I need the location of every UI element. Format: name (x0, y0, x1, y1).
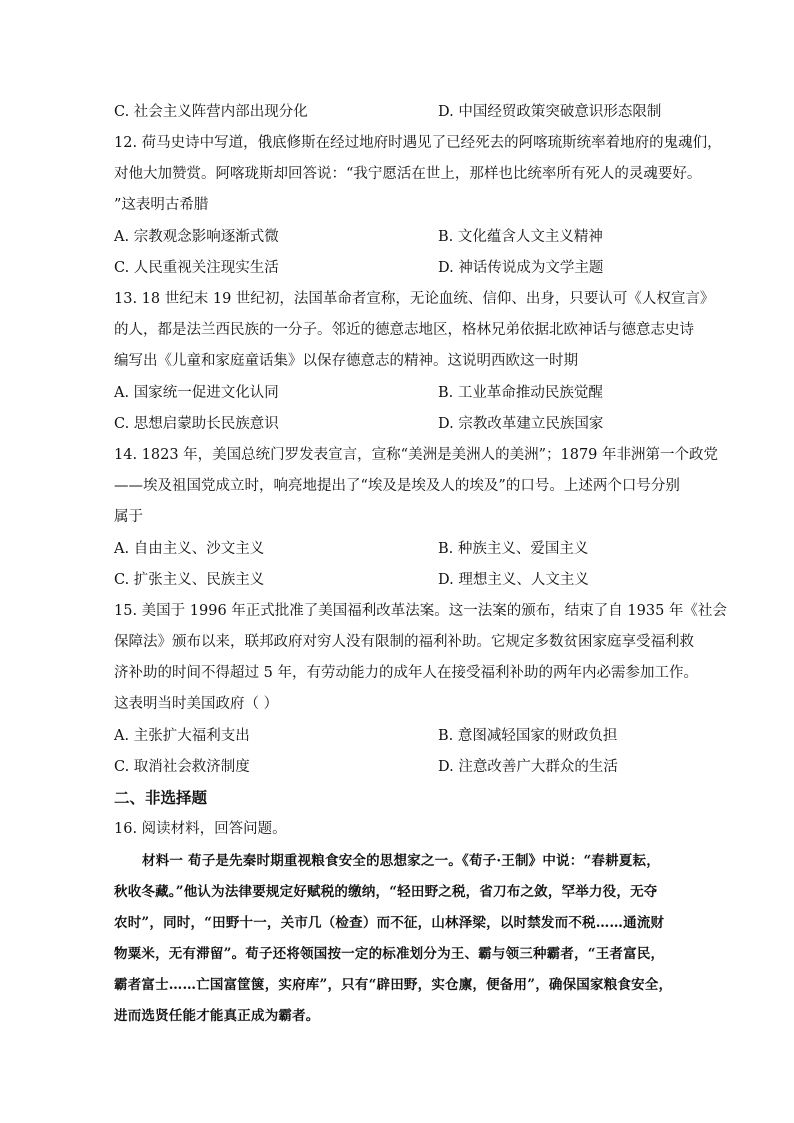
q14-option-c: C. 扩张主义、民族主义 (114, 572, 265, 588)
q12-stem-line-2: 对他大加赞赏。阿喀珑斯却回答说：“我宁愿活在世上，那样也比统率所有死人的灵魂要好。 (114, 166, 702, 182)
q14-stem-line-1: 14. 1823 年，美国总统门罗发表宣言，宣称“美洲是美洲人的美洲”；1879 年非洲第一个政党 (114, 447, 719, 463)
q16-stem: 16. 阅读材料，回答问题。 (114, 821, 287, 837)
q14-option-d: D. 理想主义、人文主义 (438, 572, 589, 588)
q14-stem-line-2: ——埃及祖国党成立时，响亮地提出了“埃及是埃及人的埃及”的口号。上述两个口号分别 (114, 478, 680, 494)
q14-option-a: A. 自由主义、沙文主义 (114, 541, 265, 557)
q14-stem-line-3: 属于 (114, 509, 143, 525)
q16-material-line-2: 秋收冬藏。”他认为法律要规定好赋税的缴纳，“轻田野之税，省刀布之敛，罕举力役，无夺 (114, 884, 658, 900)
q15-stem-line-3: 济补助的时间不得超过 5 年，有劳动能力的成年人在接受福利补助的两年内必需参加工作。 (114, 665, 698, 681)
q15-stem-line-2: 保障法》颁布以来，联邦政府对穷人没有限制的福利补助。它规定多数贫困家庭享受福利救 (114, 634, 694, 650)
q16-material-line-6: 进而选贤任能才能真正成为霸者。 (114, 1008, 320, 1024)
q12-option-d: D. 神话传说成为文学主题 (438, 260, 604, 276)
q13-option-c: C. 思想启蒙助长民族意识 (114, 416, 279, 432)
q15-option-c: C. 取消社会救济制度 (114, 759, 250, 775)
q15-option-b: B. 意图减轻国家的财政负担 (438, 728, 618, 744)
q16-material-line-1: 材料一 荀子是先秦时期重视粮食安全的思想家之一。《荀子·王制》中说：“春耕夏耘， (142, 853, 660, 869)
q11-option-c: C. 社会主义阵营内部出现分化 (114, 104, 308, 120)
q12-option-b: B. 文化蕴含人文主义精神 (438, 229, 603, 245)
q16-material-line-4: 物粟米，无有滞留”。荀子还将领国按一定的标准划分为王、霸与领三种霸者，“王者富民， (114, 946, 665, 962)
q12-stem-line-3: ”这表明古希腊 (114, 197, 209, 213)
q15-option-a: A. 主张扩大福利支出 (114, 728, 250, 744)
q16-material-line-3: 农时”，同时，“田野十一，关市几（检查）而不征，山林泽梁，以时禁发而不税……通流财 (114, 915, 665, 931)
q11-option-d: D. 中国经贸政策突破意识形态限制 (438, 104, 662, 120)
q15-option-d: D. 注意改善广大群众的生活 (438, 759, 618, 775)
q13-option-b: B. 工业革命推动民族觉醒 (438, 385, 603, 401)
q13-option-d: D. 宗教改革建立民族国家 (438, 416, 604, 432)
q12-stem-line-1: 12. 荷马史诗中写道，俄底修斯在经过地府时遇见了已经死去的阿喀琉斯统率着地府的鬼魂们， (114, 135, 722, 151)
q15-stem-line-1: 15. 美国于 1996 年正式批准了美国福利改革法案。这一法案的颁布，结束了自 1935 年《社会 (114, 603, 727, 619)
q16-material-line-5: 霸者富士……亡国富筐箧，实府库”，只有“辟田野，实仓廪，便备用”，确保国家粮食安全， (114, 977, 673, 993)
q13-stem-line-2: 的人，都是法兰西民族的一分子。邻近的德意志地区，格林兄弟依据北欧神话与德意志史诗 (114, 322, 694, 338)
q13-stem-line-3: 编写出《儿童和家庭童话集》以保存德意志的精神。这说明西欧这一时期 (114, 353, 578, 369)
q12-option-a: A. 宗教观念影响逐渐式微 (114, 229, 279, 245)
section-heading: 二、非选择题 (114, 789, 208, 807)
q12-option-c: C. 人民重视关注现实生活 (114, 260, 279, 276)
q14-option-b: B. 种族主义、爱国主义 (438, 541, 589, 557)
q13-stem-line-1: 13. 18 世纪末 19 世纪初，法国革命者宣称，无论血统、信仰、出身，只要认可《人权宣言》 (114, 291, 715, 307)
q15-stem-line-4: 这表明当时美国政府（ ） (114, 696, 279, 712)
q13-option-a: A. 国家统一促进文化认同 (114, 385, 279, 401)
